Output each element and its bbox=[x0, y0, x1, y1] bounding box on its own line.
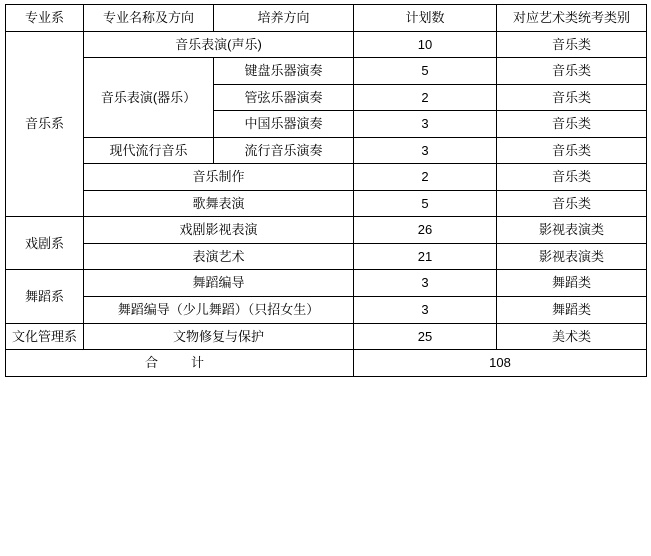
department-cell: 音乐系 bbox=[6, 31, 84, 217]
category-cell: 美术类 bbox=[497, 323, 647, 350]
major-cell: 音乐制作 bbox=[84, 164, 354, 191]
total-row bbox=[6, 350, 647, 377]
table-row bbox=[6, 190, 647, 217]
table-row bbox=[6, 58, 647, 85]
category-cell: 影视表演类 bbox=[497, 217, 647, 244]
plan-cell: 21 bbox=[354, 243, 497, 270]
plan-cell: 5 bbox=[354, 58, 497, 85]
plan-cell: 5 bbox=[354, 190, 497, 217]
category-cell: 音乐类 bbox=[497, 111, 647, 138]
plan-cell: 3 bbox=[354, 297, 497, 324]
plan-cell: 26 bbox=[354, 217, 497, 244]
plan-cell: 25 bbox=[354, 323, 497, 350]
category-cell: 舞蹈类 bbox=[497, 270, 647, 297]
category-cell: 音乐类 bbox=[497, 58, 647, 85]
plan-cell: 10 bbox=[354, 31, 497, 58]
table-row bbox=[6, 270, 647, 297]
table-row bbox=[6, 217, 647, 244]
department-cell: 戏剧系 bbox=[6, 217, 84, 270]
category-cell: 音乐类 bbox=[497, 164, 647, 191]
major-cell: 舞蹈编导 bbox=[84, 270, 354, 297]
table-row bbox=[6, 164, 647, 191]
direction-cell: 管弦乐器演奏 bbox=[214, 84, 354, 111]
major-cell: 舞蹈编导（少儿舞蹈）（只招女生） bbox=[84, 297, 354, 324]
category-cell: 音乐类 bbox=[497, 137, 647, 164]
table-row bbox=[6, 31, 647, 58]
category-cell: 音乐类 bbox=[497, 84, 647, 111]
enrollment-plan-table bbox=[5, 4, 647, 377]
plan-cell: 2 bbox=[354, 164, 497, 191]
header-department: 专业系 bbox=[6, 5, 84, 32]
department-cell: 舞蹈系 bbox=[6, 270, 84, 323]
plan-cell: 3 bbox=[354, 111, 497, 138]
plan-cell: 3 bbox=[354, 270, 497, 297]
direction-cell: 键盘乐器演奏 bbox=[214, 58, 354, 85]
category-cell: 音乐类 bbox=[497, 190, 647, 217]
header-plan-count: 计划数 bbox=[354, 5, 497, 32]
major-cell: 音乐表演(声乐) bbox=[84, 31, 354, 58]
major-cell: 歌舞表演 bbox=[84, 190, 354, 217]
direction-cell: 中国乐器演奏 bbox=[214, 111, 354, 138]
table-row bbox=[6, 323, 647, 350]
major-cell: 文物修复与保护 bbox=[84, 323, 354, 350]
table-row bbox=[6, 243, 647, 270]
department-cell: 文化管理系 bbox=[6, 323, 84, 350]
category-cell: 音乐类 bbox=[497, 31, 647, 58]
table-row bbox=[6, 137, 647, 164]
major-cell: 现代流行音乐 bbox=[84, 137, 214, 164]
header-direction: 培养方向 bbox=[214, 5, 354, 32]
category-cell: 舞蹈类 bbox=[497, 297, 647, 324]
total-label: 合 计 bbox=[6, 350, 354, 377]
direction-cell: 流行音乐演奏 bbox=[214, 137, 354, 164]
header-category: 对应艺术类统考类别 bbox=[497, 5, 647, 32]
major-cell: 音乐表演(器乐） bbox=[84, 58, 214, 138]
table-header-row bbox=[6, 5, 647, 32]
header-major: 专业名称及方向 bbox=[84, 5, 214, 32]
plan-cell: 2 bbox=[354, 84, 497, 111]
major-cell: 戏剧影视表演 bbox=[84, 217, 354, 244]
major-cell: 表演艺术 bbox=[84, 243, 354, 270]
total-value: 108 bbox=[354, 350, 647, 377]
plan-cell: 3 bbox=[354, 137, 497, 164]
category-cell: 影视表演类 bbox=[497, 243, 647, 270]
table-row bbox=[6, 297, 647, 324]
